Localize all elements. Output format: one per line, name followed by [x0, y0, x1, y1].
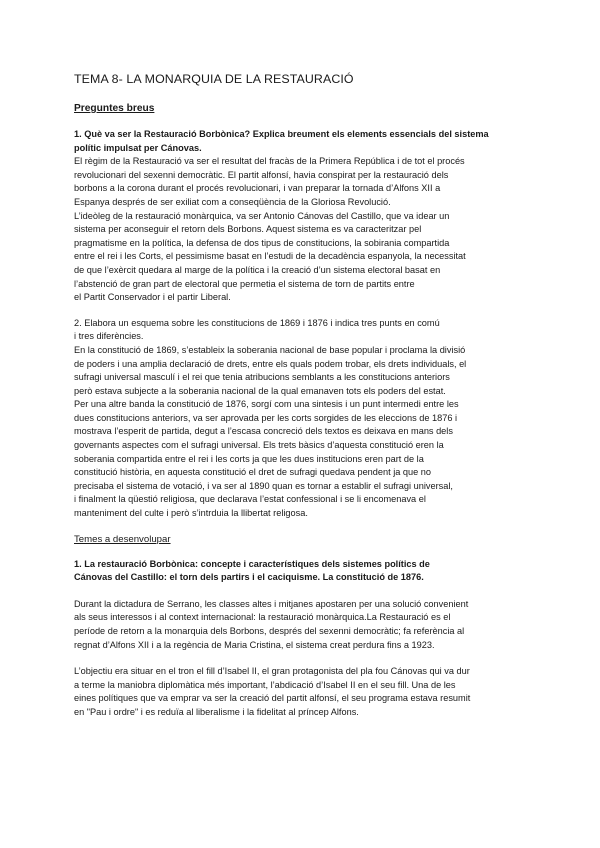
answer-2-line: Per una altre banda la constitució de 1876, sorgí com una sintesis i un punt intermedi entre les: [74, 399, 459, 410]
answer-1-line: L’ideòleg de la restauració monàrquica, va ser Antonio Cánovas del Castillo, que va idear un: [74, 210, 450, 221]
answer-1-line: sistema per aconseguir el retorn dels Borbons. Aquest sistema es va caracteritzar pel: [74, 224, 422, 235]
answer-2-line: manteniment del culte i però s’intrduia la llibertat religosa.: [74, 508, 308, 519]
answer-2-line: dues constitucions anteriors, va ser aprovada per les corts sorgides de les eleccions de 1876 i: [74, 412, 458, 423]
spacer: [74, 305, 526, 317]
answer-1-line: l’abstenció de gran part de electoral que permetia el sistema de torn de partits entre: [74, 278, 415, 289]
topic-1-paragraph-1-line: Durant la dictadura de Serrano, les classes altes i mitjanes apostaren per una solució convenient: [74, 598, 469, 609]
question-1-line: polític impulsat per Cánovas.: [74, 142, 202, 153]
topic-1-paragraph-2-line: a terme la maniobra diplomàtica més important, l’abdicació d’Isabel II en el seu fill. Una de les: [74, 679, 456, 690]
topic-1-paragraph-1-line: als seus interessos i al context internacional: la restauració monàrquica.La Restauració es el: [74, 612, 451, 623]
answer-1: [74, 155, 526, 305]
answer-2-line: però estava subjecte a la soberania nacional de la qual emanaven tots els poders del estat.: [74, 385, 446, 396]
topic-1-paragraph-2-line: en "Pau i ordre" i es reduïa al liberalisme i la fidelitat al príncep Alfons.: [74, 706, 359, 717]
topic-1-title: [74, 558, 526, 585]
topic-1-paragraph-2-line: eines polítiques que va emprar va ser la creació del partit alfonsí, el seu programa estava resumit: [74, 693, 471, 704]
topic-1-title-line: 1. La restauració Borbònica: concepte i característiques dels sistemes polítics de: [74, 558, 430, 569]
answer-2-line: precisaba el sistema de votació, i va ser al 1890 quan es tornar a establir el sufragi universal,: [74, 480, 453, 491]
answer-1-line: entre el rei i les Corts, el pessimisme basat en l’estudi de la decadència espanyola, la necessitat: [74, 251, 466, 262]
topic-1-title-line: Cánovas del Castillo: el torn dels partirs i el caciquisme. La constitució de 1876.: [74, 572, 424, 583]
topic-1-paragraph-1: [74, 598, 526, 652]
answer-1-line: pragmatisme en la política, la defensa de dos tipus de constitucions, la sobirania compartida: [74, 237, 450, 248]
spacer: [74, 585, 526, 598]
answer-1-line: borbons a la corona durant el procés revolucionari, i van preparar la tornada d’Alfons XII a: [74, 183, 441, 194]
question-1: [74, 128, 526, 155]
spacer: [74, 521, 526, 534]
topic-1-paragraph-2-line: L’objectiu era situar en el tron el fill d’Isabel II, el gran protagonista del pla fou Cánovas qui va dur: [74, 666, 470, 677]
answer-1-line: revolucionari del sexenni democràtic. El partit alfonsí, havia conspirat per la restauració dels: [74, 169, 449, 180]
question-2-line: i tres diferències.: [74, 331, 144, 342]
topic-1-paragraph-1-line: període de retorn a la monarquia dels Borbons, després del sexenni democràtic; fa referència al: [74, 626, 465, 636]
question-2: [74, 317, 526, 344]
spacer: [74, 652, 526, 665]
answer-2-line: governants aspectes com el sufragi universal. Els trets bàsics d’aquesta constitució eren la: [74, 440, 444, 451]
section-heading-topics: Temes a desenvolupar: [74, 533, 171, 545]
answer-2-line: sufragi universal masculí i el rei que tenia atribucions semblants a les constitucions anteriors: [74, 372, 450, 383]
answer-2-line: mostrava l’esperit de partida, degut a l’escasa concreció dels textos es deixava en mans dels: [74, 426, 453, 437]
answer-1-line: de que l’exèrcit quedara al marge de la política i la creació d’un sistema electoral basat en: [74, 264, 441, 275]
answer-1-line: Espanya després de ser exiliat com a conseqüència de la Gloriosa Revolució.: [74, 196, 391, 207]
topic-1-paragraph-2: [74, 665, 526, 719]
answer-2-line: En la constitució de 1869, s’estableix la soberania nacional de base popular i proclama la divisió: [74, 344, 466, 355]
answer-2-line: i finalment la qüestió religiosa, que declarava l’estat confessional i se li encomenava el: [74, 494, 426, 505]
answer-1-line: el Partit Conservador i el partir Liberal.: [74, 292, 231, 303]
answer-2-line: soberania compartida entre el rei i les corts ja que les dues institucions eren part de la: [74, 453, 424, 464]
answer-1-line: El règim de la Restauració va ser el resultat del fracàs de la Primera República i de tot el procés: [74, 156, 465, 167]
answer-2-line: constitució història, en aquesta constitució el dret de sufragi quedava pendent ja que no: [74, 467, 432, 478]
answer-2: [74, 344, 526, 521]
question-2-line: 2. Elabora un esquema sobre les constitucions de 1869 i 1876 i indica tres punts en comú: [74, 317, 440, 328]
document-title: TEMA 8- LA MONARQUIA DE LA RESTAURACIÓ: [74, 72, 354, 86]
answer-2-line: de poders i una amplia declaració de drets, entre els quals podem trobar, els drets individuals, el: [74, 358, 467, 369]
section-heading-short-questions: Preguntes breus: [74, 103, 155, 114]
topic-1-paragraph-1-line: regnat d’Alfons XII i a la regència de Maria Cristina, el sistema creat perdura fins a 1923.: [74, 639, 435, 650]
question-1-line: 1. Què va ser la Restauració Borbònica? Explica breument els elements essencials del sistema: [74, 129, 489, 139]
